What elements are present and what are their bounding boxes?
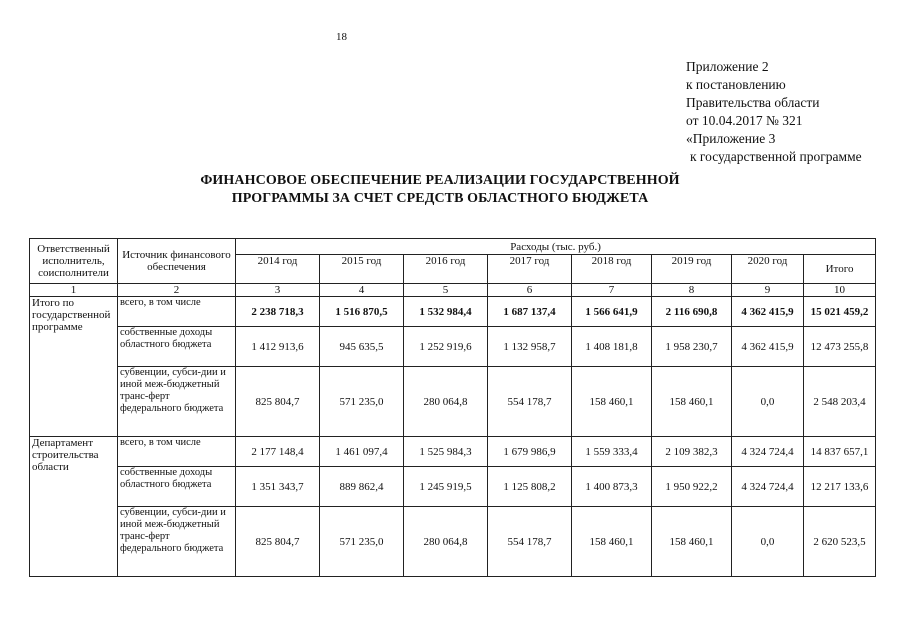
- year-header: 2015 год: [320, 255, 404, 284]
- source-header: Источник финансового обеспечения: [118, 239, 236, 284]
- value-cell: 571 235,0: [320, 367, 404, 437]
- index-cell: 5: [404, 284, 488, 297]
- value-cell: 158 460,1: [572, 507, 652, 577]
- value-cell: 554 178,7: [488, 507, 572, 577]
- value-cell: 571 235,0: [320, 507, 404, 577]
- header-row: [30, 239, 876, 255]
- value-cell: 2 177 148,4: [236, 437, 320, 467]
- value-cell: 1 412 913,6: [236, 327, 320, 367]
- index-cell: 4: [320, 284, 404, 297]
- index-cell: 1: [30, 284, 118, 297]
- appendix-line: Приложение 2: [686, 59, 769, 74]
- index-cell: 7: [572, 284, 652, 297]
- value-cell: 158 460,1: [652, 507, 732, 577]
- appendix-block: [686, 58, 862, 166]
- value-cell: 1 687 137,4: [488, 297, 572, 327]
- value-cell: 4 362 415,9: [732, 327, 804, 367]
- value-cell: 280 064,8: [404, 507, 488, 577]
- title-line: ПРОГРАММЫ ЗА СЧЕТ СРЕДСТВ ОБЛАСТНОГО БЮДЖЕТА: [231, 191, 649, 206]
- source-cell: субвенции, субси-дии и иной меж-бюджетный транс-ферт федерального бюджета: [118, 507, 236, 577]
- value-cell: 4 324 724,4: [732, 467, 804, 507]
- table-row: [30, 327, 876, 367]
- appendix-line: от 10.04.2017 № 321: [686, 113, 803, 128]
- value-cell: 1 532 984,4: [404, 297, 488, 327]
- value-cell: 1 566 641,9: [572, 297, 652, 327]
- value-cell: 1 400 873,3: [572, 467, 652, 507]
- value-cell: 1 958 230,7: [652, 327, 732, 367]
- financing-table: [29, 238, 876, 577]
- source-cell: собственные доходы областного бюджета: [118, 467, 236, 507]
- value-cell: 1 408 181,8: [572, 327, 652, 367]
- index-cell: 10: [804, 284, 876, 297]
- value-cell: 158 460,1: [572, 367, 652, 437]
- value-cell: 12 473 255,8: [804, 327, 876, 367]
- year-header: 2016 год: [404, 255, 488, 284]
- table-row: [30, 437, 876, 467]
- value-cell: 1 125 808,2: [488, 467, 572, 507]
- source-cell: субвенции, субси-дии и иной меж-бюджетный транс-ферт федерального бюджета: [118, 367, 236, 437]
- expenses-header: Расходы (тыс. руб.): [236, 239, 876, 255]
- value-cell: 825 804,7: [236, 367, 320, 437]
- title-line: ФИНАНСОВОЕ ОБЕСПЕЧЕНИЕ РЕАЛИЗАЦИИ ГОСУДАРСТВЕННОЙ: [200, 173, 680, 188]
- appendix-line: к постановлению: [686, 77, 786, 92]
- value-cell: 1 461 097,4: [320, 437, 404, 467]
- value-cell: 4 324 724,4: [732, 437, 804, 467]
- document-title: [150, 172, 730, 208]
- value-cell: 554 178,7: [488, 367, 572, 437]
- value-cell: 825 804,7: [236, 507, 320, 577]
- value-cell: 15 021 459,2: [804, 297, 876, 327]
- value-cell: 2 116 690,8: [652, 297, 732, 327]
- value-cell: 945 635,5: [320, 327, 404, 367]
- executor-cell: Департамент строительства области: [30, 437, 118, 577]
- table-row: [30, 367, 876, 437]
- value-cell: 2 548 203,4: [804, 367, 876, 437]
- value-cell: 158 460,1: [652, 367, 732, 437]
- value-cell: 1 516 870,5: [320, 297, 404, 327]
- value-cell: 0,0: [732, 367, 804, 437]
- value-cell: 889 862,4: [320, 467, 404, 507]
- value-cell: 280 064,8: [404, 367, 488, 437]
- year-header: 2018 год: [572, 255, 652, 284]
- value-cell: 2 238 718,3: [236, 297, 320, 327]
- value-cell: 2 109 382,3: [652, 437, 732, 467]
- value-cell: 1 525 984,3: [404, 437, 488, 467]
- value-cell: 1 950 922,2: [652, 467, 732, 507]
- source-cell: всего, в том числе: [118, 297, 236, 327]
- value-cell: 1 559 333,4: [572, 437, 652, 467]
- table-row: [30, 467, 876, 507]
- executor-header: Ответственный исполнитель, соисполнители: [30, 239, 118, 284]
- year-header: 2014 год: [236, 255, 320, 284]
- appendix-line: «Приложение 3: [686, 131, 776, 146]
- value-cell: 1 132 958,7: [488, 327, 572, 367]
- index-row: [30, 284, 876, 297]
- year-header: 2019 год: [652, 255, 732, 284]
- value-cell: 1 679 986,9: [488, 437, 572, 467]
- value-cell: 4 362 415,9: [732, 297, 804, 327]
- value-cell: 1 245 919,5: [404, 467, 488, 507]
- index-cell: 8: [652, 284, 732, 297]
- index-cell: 2: [118, 284, 236, 297]
- source-cell: всего, в том числе: [118, 437, 236, 467]
- index-cell: 9: [732, 284, 804, 297]
- page-number: 18: [336, 31, 347, 43]
- source-cell: собственные доходы областного бюджета: [118, 327, 236, 367]
- index-cell: 3: [236, 284, 320, 297]
- value-cell: 12 217 133,6: [804, 467, 876, 507]
- year-header: 2020 год: [732, 255, 804, 284]
- value-cell: 14 837 657,1: [804, 437, 876, 467]
- table-row: [30, 297, 876, 327]
- executor-cell: Итого по государственной программе: [30, 297, 118, 437]
- value-cell: 2 620 523,5: [804, 507, 876, 577]
- appendix-line: к государственной программе: [690, 149, 862, 164]
- appendix-line: Правительства области: [686, 95, 820, 110]
- value-cell: 1 351 343,7: [236, 467, 320, 507]
- table-row: [30, 507, 876, 577]
- value-cell: 0,0: [732, 507, 804, 577]
- total-header: Итого: [804, 255, 876, 284]
- index-cell: 6: [488, 284, 572, 297]
- year-header: 2017 год: [488, 255, 572, 284]
- value-cell: 1 252 919,6: [404, 327, 488, 367]
